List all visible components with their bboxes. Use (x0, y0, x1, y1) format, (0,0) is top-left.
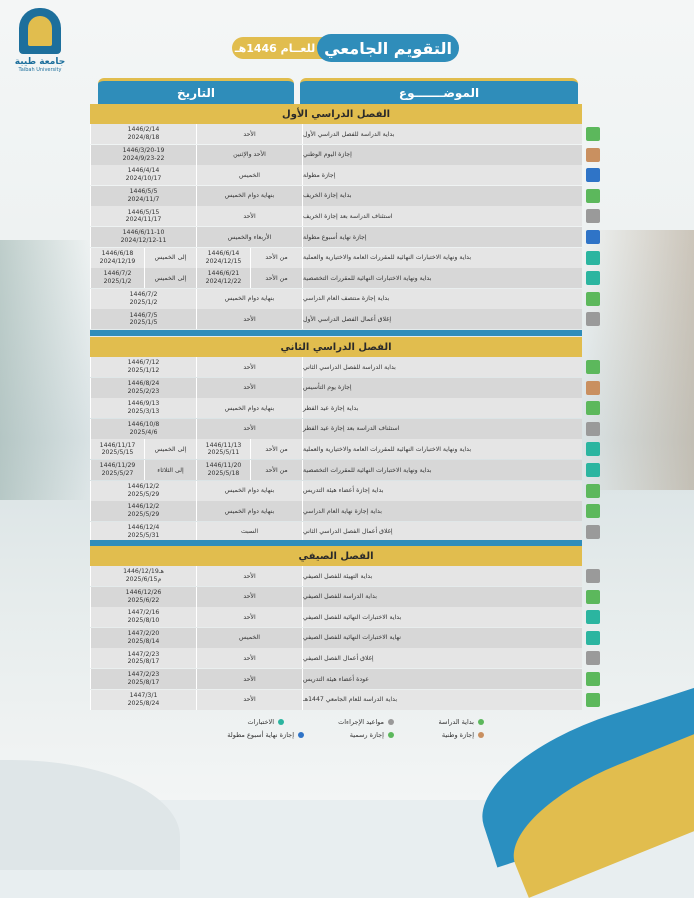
date-line: 2024/12/22 (205, 278, 242, 286)
table-row (90, 690, 582, 710)
logo-emblem-icon (19, 8, 61, 54)
row-topic: استئناف الدراسة بعد إجازة عيد الفطر (302, 419, 582, 439)
row-date (90, 607, 196, 627)
logo-arabic-name: جامعة طيبة (14, 57, 66, 67)
row-date (90, 124, 196, 144)
from-label: من الأحد (250, 460, 302, 480)
date-line: 1446/9/13 (127, 400, 160, 408)
date-line: 2024/8/18 (127, 134, 160, 141)
logo-english-name: Taibah University (18, 67, 62, 73)
row-date (90, 398, 196, 418)
row-day: بنهاية دوام الخميس (196, 481, 302, 501)
page-title: التقويم الجامعي (317, 34, 459, 62)
category-marker (586, 148, 600, 162)
row-date (90, 309, 196, 329)
row-day: بنهاية دوام الخميس (196, 289, 302, 309)
legend-label: مواعيد الإجراءات (338, 718, 384, 726)
table-row (90, 357, 582, 377)
date-line: 2025/8/10 (127, 617, 160, 625)
to-date (90, 439, 144, 459)
table-row (90, 378, 582, 398)
table-row (90, 669, 582, 689)
date-line: 2025/8/14 (127, 637, 160, 645)
table-row (90, 607, 582, 627)
category-marker (586, 693, 600, 707)
date-line: 2025/8/17 (127, 679, 160, 686)
table-row (90, 309, 582, 329)
date-line: 2025/1/2 (129, 298, 158, 306)
row-date (90, 145, 196, 165)
date-line: 1447/2/20 (127, 630, 160, 638)
row-topic: بداية إجازة الخريف (302, 186, 582, 206)
row-date (90, 481, 196, 501)
row-date (90, 378, 196, 398)
table-row (90, 566, 582, 586)
row-day: الخميس (196, 165, 302, 185)
row-topic: إغلاق أعمال الفصل الصيفي (302, 648, 582, 668)
category-marker (586, 484, 600, 498)
date-line: 1446/6/14 (207, 249, 240, 257)
to-date (90, 268, 144, 288)
date-line: 2025/2/23 (127, 387, 160, 395)
to-date (90, 460, 144, 480)
date-line: 2024/12/12-11 (120, 237, 167, 244)
date-line: 2025/8/24 (127, 699, 160, 707)
from-label: من الأحد (250, 439, 302, 459)
row-topic: بداية ونهاية الاختبارات النهائية للمقررات التخصصية (302, 268, 582, 288)
from-date (196, 439, 250, 459)
legend-label: الاختبارات (247, 718, 274, 726)
category-marker (586, 381, 600, 395)
legend-label: إجازة نهاية أسبوع مطولة (227, 731, 294, 739)
row-date (90, 587, 196, 607)
category-marker (586, 271, 600, 285)
table-row (90, 501, 582, 521)
row-date (90, 566, 196, 586)
row-day: الأحد (196, 690, 302, 710)
date-line: 2025/5/27 (101, 470, 134, 477)
row-date (90, 419, 196, 439)
date-line: 1446/4/14 (127, 167, 160, 175)
row-topic: بداية التهيئة للفصل الصيفي (302, 566, 582, 586)
table-row (90, 248, 582, 268)
date-line: 2025/5/31 (127, 531, 160, 539)
date-line: 2025/6/15م (125, 576, 162, 583)
semester-divider (90, 330, 582, 336)
row-topic: بداية ونهاية الاختبارات النهائية للمقررات العامة والاختيارية والعملية (302, 439, 582, 459)
university-logo (14, 8, 66, 84)
row-day: الأحد (196, 419, 302, 439)
date-line: 2025/8/17 (127, 658, 160, 666)
table-row (90, 124, 582, 144)
legend-dot-icon (278, 719, 284, 725)
row-date (90, 206, 196, 226)
row-topic: إجازة اليوم الوطني (302, 145, 582, 165)
row-day: الأحد (196, 607, 302, 627)
row-date (90, 628, 196, 648)
row-topic: بداية الدراسة للفصل الدراسي الأول (302, 124, 582, 144)
date-line: 1446/3/20-19 (122, 146, 165, 154)
date-line: 1446/11/17 (99, 441, 136, 449)
row-topic: بداية الدراسة للفصل الصيفي (302, 587, 582, 607)
date-line: 1446/7/2 (103, 270, 132, 278)
from-date (196, 460, 250, 480)
legend-item (338, 718, 394, 726)
row-date (90, 357, 196, 377)
row-day: الخميس (196, 628, 302, 648)
date-line: 2025/4/6 (129, 428, 158, 436)
from-label: من الأحد (250, 248, 302, 268)
row-topic: إجازة نهاية أسبوع مطولة (302, 227, 582, 247)
to-label: إلى الخميس (144, 439, 196, 459)
date-line: 2025/1/12 (127, 367, 160, 374)
to-label: إلى الخميس (144, 268, 196, 288)
table-row (90, 439, 582, 459)
row-topic: بداية إجازة عيد الفطر (302, 398, 582, 418)
table-row (90, 227, 582, 247)
row-date (90, 669, 196, 689)
legend-item (227, 731, 304, 739)
table-row (90, 648, 582, 668)
row-day: الأحد (196, 587, 302, 607)
from-label: من الأحد (250, 268, 302, 288)
date-line: 1446/5/5 (129, 188, 158, 196)
category-marker (586, 569, 600, 583)
row-topic: بداية الاختبارات النهائية للفصل الصيفي (302, 607, 582, 627)
background-photo-right (584, 230, 694, 490)
category-marker (586, 230, 600, 244)
row-day: السبت (196, 522, 302, 542)
date-line: 1447/3/1 (129, 691, 158, 699)
row-topic: بداية إجازة أعضاء هيئة التدريس (302, 481, 582, 501)
category-marker (586, 360, 600, 374)
row-date (90, 501, 196, 521)
topic-column-header: الموضـــــــوع (300, 78, 578, 105)
date-line: 2024/9/23-22 (122, 154, 165, 162)
table-row (90, 628, 582, 648)
row-date (90, 289, 196, 309)
row-day: الأربعاء والخميس (196, 227, 302, 247)
category-marker (586, 525, 600, 539)
date-line: 1446/12/2 (127, 482, 160, 490)
row-day: بنهاية دوام الخميس (196, 501, 302, 521)
category-marker (586, 651, 600, 665)
category-marker (586, 504, 600, 518)
date-line: 1446/6/18 (101, 249, 134, 257)
row-day: بنهاية دوام الخميس (196, 398, 302, 418)
row-date (90, 186, 196, 206)
row-topic: بداية ونهاية الاختبارات النهائية للمقررات التخصصية (302, 460, 582, 480)
category-marker (586, 442, 600, 456)
date-line: 2025/3/13 (127, 408, 160, 416)
table-row (90, 587, 582, 607)
date-line: 2025/5/29 (127, 490, 160, 498)
date-line: 1446/11/13 (205, 441, 242, 449)
row-day: الأحد (196, 648, 302, 668)
legend-label: إجازة رسمية (349, 731, 384, 739)
category-marker (586, 463, 600, 477)
row-day: الأحد (196, 357, 302, 377)
semester-title: الفصل الدراسي الأول (90, 104, 582, 124)
date-line: 1446/12/2 (127, 503, 160, 511)
date-column-header: التاريخ (98, 78, 294, 105)
category-marker (586, 168, 600, 182)
legend-item (350, 731, 394, 739)
table-row (90, 460, 582, 480)
date-line: 1446/12/4 (127, 524, 160, 532)
date-line: 2025/5/15 (101, 449, 134, 457)
to-label: إلى الثلاثاء (144, 460, 196, 480)
semester-title: الفصل الدراسي الثاني (90, 337, 582, 357)
table-row (90, 268, 582, 288)
category-marker (586, 590, 600, 604)
category-marker (586, 127, 600, 141)
date-line: 1446/7/12 (127, 359, 160, 367)
from-date (196, 268, 250, 288)
date-line: 2024/12/15 (205, 257, 242, 265)
category-marker (586, 189, 600, 203)
row-topic: بداية ونهاية الاختبارات النهائية للمقررات العامة والاختيارية والعملية (302, 248, 582, 268)
date-line: 2025/5/11 (207, 449, 240, 457)
row-day: بنهاية دوام الخميس (196, 186, 302, 206)
legend-label: بداية الدراسة (438, 718, 474, 726)
table-row (90, 145, 582, 165)
semester-title: الفصل الصيفي (90, 546, 582, 566)
row-topic: بداية الدراسة للفصل الدراسي الثاني (302, 357, 582, 377)
row-date (90, 690, 196, 710)
row-topic: نهاية الاختبارات النهائية للفصل الصيفي (302, 628, 582, 648)
date-line: 1446/7/2 (129, 291, 158, 299)
to-date (90, 248, 144, 268)
row-date (90, 227, 196, 247)
to-label: إلى الخميس (144, 248, 196, 268)
legend-dot-icon (388, 732, 394, 738)
date-line: 2025/5/18 (207, 470, 240, 477)
row-topic: عودة أعضاء هيئة التدريس (302, 669, 582, 689)
date-line: 2024/11/17 (125, 216, 162, 224)
category-marker (586, 251, 600, 265)
table-row (90, 289, 582, 309)
row-day: الأحد (196, 378, 302, 398)
table-row (90, 165, 582, 185)
row-topic: بداية إجازة نهاية العام الدراسي (302, 501, 582, 521)
date-line: 1446/8/24 (127, 379, 160, 387)
row-date (90, 522, 196, 542)
table-row (90, 206, 582, 226)
table-row (90, 481, 582, 501)
row-topic: إغلاق أعمال الفصل الدراسي الأول (302, 309, 582, 329)
category-marker (586, 672, 600, 686)
legend-dot-icon (478, 719, 484, 725)
date-line: 2024/10/17 (125, 175, 162, 183)
row-date (90, 165, 196, 185)
row-topic: استئناف الدراسة بعد إجازة الخريف (302, 206, 582, 226)
date-line: 1447/2/23 (127, 671, 160, 679)
date-line: 1446/11/20 (205, 462, 242, 470)
table-row (90, 522, 582, 542)
row-day: الأحد (196, 669, 302, 689)
date-line: 2024/12/19 (99, 257, 136, 265)
category-marker (586, 401, 600, 415)
row-day: الأحد والإثنين (196, 145, 302, 165)
legend-item (439, 718, 484, 726)
legend-dot-icon (298, 732, 304, 738)
row-topic: بداية الدراسة للعام الجامعي 1447هـ (302, 690, 582, 710)
date-line: 1446/6/11-10 (122, 229, 165, 237)
row-topic: بداية إجازة منتصف العام الدراسي (302, 289, 582, 309)
category-marker (586, 610, 600, 624)
row-day: الأحد (196, 206, 302, 226)
date-line: 2024/11/7 (127, 195, 160, 203)
date-line: 1446/10/8 (127, 421, 160, 429)
date-line: 1446/11/29 (99, 462, 136, 470)
table-row (90, 186, 582, 206)
row-date (90, 648, 196, 668)
legend-label: إجازة وطنية (441, 731, 474, 739)
legend-item (248, 718, 285, 726)
row-day: الأحد (196, 309, 302, 329)
date-line: 1446/12/26 (125, 588, 162, 596)
category-marker (586, 209, 600, 223)
category-marker (586, 292, 600, 306)
date-line: 1446/12/19هـ (123, 568, 164, 576)
date-line: 1446/2/14 (127, 126, 160, 134)
category-marker (586, 312, 600, 326)
date-line: 2025/6/22 (127, 596, 160, 604)
row-topic: إجازة مطولة (302, 165, 582, 185)
date-line: 1446/6/21 (207, 270, 240, 278)
date-line: 2025/1/5 (129, 319, 158, 327)
background-photo-left (0, 240, 90, 500)
year-badge: للعــام 1446هـ (232, 37, 332, 59)
date-line: 2025/5/29 (127, 511, 160, 519)
date-line: 1446/7/5 (129, 311, 158, 319)
date-line: 1447/2/16 (127, 609, 160, 617)
row-day: الأحد (196, 566, 302, 586)
table-row (90, 398, 582, 418)
category-marker (586, 422, 600, 436)
category-marker (586, 631, 600, 645)
from-date (196, 248, 250, 268)
legend-item (442, 731, 484, 739)
date-line: 1447/2/23 (127, 650, 160, 658)
legend-dot-icon (478, 732, 484, 738)
date-line: 1446/5/15 (127, 208, 160, 216)
row-topic: إغلاق أعمال الفصل الدراسي الثاني (302, 522, 582, 542)
row-topic: إجازة يوم التأسيس (302, 378, 582, 398)
row-day: الأحد (196, 124, 302, 144)
date-line: 2025/1/2 (103, 278, 132, 286)
table-row (90, 419, 582, 439)
legend-dot-icon (388, 719, 394, 725)
